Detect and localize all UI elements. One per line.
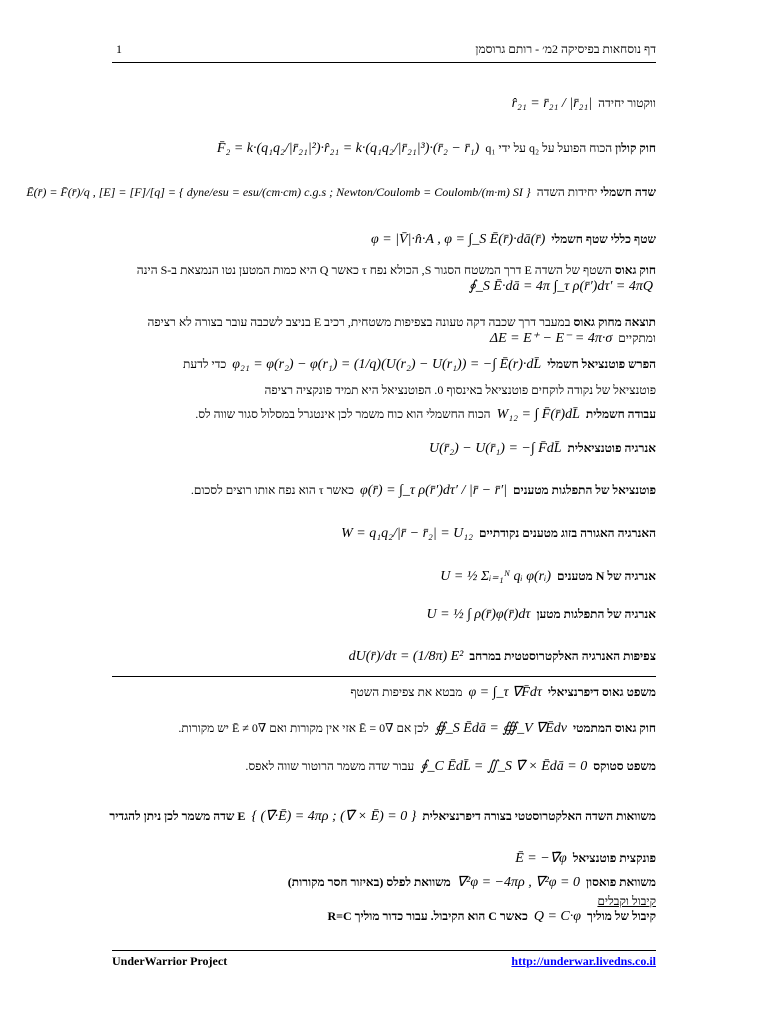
formula-line [112, 262, 656, 295]
line-text: הכוח הפועל על q₂ על ידי q₁ [485, 141, 613, 155]
line-math: W₁₂ = ∫ F̄(r̄)dL̄ [496, 407, 580, 422]
line-label: חוק גאוס [614, 263, 656, 277]
line-math: φ = ∫_τ ∇F̄dτ [468, 685, 542, 700]
formula-line [512, 850, 656, 867]
line-label: חוק קולון [615, 141, 656, 155]
formula-line [195, 406, 656, 423]
line-text: השטף של השדה E דרך המשטח הסגור S, הכולא נפח τ כאשר Q היא כמות המטען נטו הנמצאת ב-S הינה [136, 263, 612, 277]
line-text: כאשר C הוא הקיבול. עבור כדור מוליך R=C [327, 909, 528, 923]
line-text: הכוח החשמלי הוא כוח משמר לכן אינטגרל במסלול סגור שווה לס. [195, 407, 491, 421]
line-label: הפרש פוטנציאל חשמלי [547, 357, 656, 371]
line-math: F̄₂ = k·(q₁q₂/|r̄₂₁|²)·r̂₂₁ = k·(q₁q₂/|r̄₂₁|³)·(r̄₂ − r̄₁) [216, 141, 480, 156]
page-footer [112, 950, 656, 969]
formula-line [109, 808, 656, 825]
line-label: קיבול של מוליך [587, 909, 656, 923]
website-link[interactable]: http://underwar.livedns.co.il [511, 954, 656, 968]
line-text: כדי לדעת [183, 357, 227, 371]
line-label: משפט גאוס דיפרנציאלי [547, 685, 656, 699]
line-label: חוק גאוס המתמטי [573, 721, 656, 735]
formula-line [338, 525, 656, 542]
line-text: שטף חשמלי [551, 232, 608, 246]
line-math: U = ½ Σᵢ₌₁ᴺ qᵢ φ(rᵢ) [440, 569, 551, 584]
line-math: ∮_C ĒdL̄ = ∬_S ∇̄ × Ēdā = 0 [420, 759, 588, 774]
document-title: דף נוסחאות בפיסיקה 2מ׳ - רותם גרוסמן [475, 42, 656, 56]
section-heading [597, 893, 656, 909]
formula-line [23, 184, 656, 200]
formula-line [245, 758, 656, 775]
line-math: Ē = −∇̄φ [515, 851, 567, 866]
line-text: E שדה משמר לכן ניתן להגדיר [109, 809, 246, 823]
line-math: W = q₁q₂/|r̄ − r̄₂| = U₁₂ [341, 526, 474, 541]
line-text: מבטא את צפיפות השטף [350, 685, 463, 699]
formula-line [426, 440, 656, 457]
line-math: U(r̄₂) − U(r̄₁) = −∫ F̄dL̄ [429, 441, 562, 456]
line-label: שדה חשמלי [600, 185, 656, 199]
page-number: 1 [116, 42, 122, 56]
line-text: ווקטור יחידה [598, 96, 656, 110]
line-math: r̂₂₁ = r̄₂₁ / |r̄₂₁| [511, 96, 593, 111]
line-label: קיבול וקבלים [597, 894, 656, 908]
formula-line [112, 314, 656, 347]
line-math: φ₂₁ = φ(r₂) − φ(r₁) = (1/q)(U(r₂) − U(r₁)) = −∫ Ē(r)·dL̄ [232, 357, 542, 372]
line-math: { (∇̄·Ē) = 4πρ ; (∇̄ × Ē) = 0 } [251, 809, 417, 824]
line-math: φ(r̄) = ∫_τ ρ(r̄′)dτ′ / |r̄ − r̄′| [360, 483, 507, 498]
formula-line [424, 606, 656, 623]
line-math: Ē(r̄) = F̄(r̄)/q , [E] = [F]/[q] = { dyne/esu = esu/(cm·cm) c.g.s ; Newton/Coulomb = Coulomb/(m·m) SI } [26, 185, 531, 199]
line-text: עבור שדה משמר הרוטור שווה לאפס. [245, 759, 415, 773]
line-label: פונקצית פוטנציאל [572, 851, 656, 865]
formula-line [346, 648, 656, 665]
line-math: dU(r̄)/dτ = (1/8π) E² [348, 649, 464, 664]
line-math: U = ½ ∫ ρ(r̄)φ(r̄)dτ [426, 607, 531, 622]
line-math: ∇²φ = −4πρ , ∇²φ = 0 [456, 875, 580, 890]
line-math: ΔE = E⁺ − E⁻ = 4π·σ [489, 331, 613, 346]
formula-line [214, 140, 656, 157]
line-text: לכן אם ∇Ē = 0 אזי אין מקורות ואם ∇Ē ≠ 0 יש מקורות. [178, 721, 429, 735]
formula-line [183, 356, 656, 373]
line-text: משוואת לפלס (באיזור חסר מקורות) [287, 875, 451, 889]
section-divider [112, 676, 656, 677]
formula-line [178, 720, 656, 737]
line-math: Q = C·φ [533, 909, 582, 924]
line-text: כאשר τ הוא נפח אותו רוצים לסכום. [190, 483, 355, 497]
line-text: פוטנציאל של נקודה לוקחים פוטנציאל באינסוף 0. הפוטנציאל היא תמיד פונקציה רציפה [264, 383, 656, 397]
formula-line [509, 95, 656, 112]
line-label: שטף כללי [610, 232, 656, 246]
line-label: צפיפות האנרגיה האלקטרוסטטית במרחב [469, 649, 656, 663]
line-label: משפט סטוקס [593, 759, 656, 773]
line-label: עבודה חשמלית [585, 407, 656, 421]
formula-line [327, 908, 656, 925]
line-label: האנרגיה האגורה בזוג מטענים נקודתיים [479, 526, 656, 540]
line-label: אנרגיה של התפלגות מטען [536, 607, 656, 621]
formula-line [288, 874, 656, 891]
line-label: פוטנציאל של התפלגות מטענים [512, 483, 656, 497]
line-label: משוואות השדה האלקטרוסטטי בצורה דיפרנציאלית [422, 809, 656, 823]
formula-line [350, 684, 656, 701]
line-math: φ = |V̄|·n̂·A , φ = ∫_S Ē(r̄)·dā(r̄) [370, 232, 546, 247]
line-label: אנרגיה של N מטענים [557, 569, 656, 583]
page-header [112, 40, 656, 63]
project-name: UnderWarrior Project [112, 954, 228, 968]
line-label: אנרגיה פוטנציאלית [567, 441, 656, 455]
line-text: במעבר דרך שכבה דקה טעונה בצפיפות משטחית, רכיב E בניצב לשכבה עובר בצורה לא רציפה ומתקיים [147, 315, 656, 345]
line-math: ∮_S Ē·dā = 4π ∫_τ ρ(r̄′)dτ′ = 4πQ [468, 279, 653, 294]
line-math: ∯_S Ēdā = ∰_V ∇Ēdv [434, 721, 567, 736]
line-label: משוואת פואסון [585, 875, 656, 889]
line-label: תוצאה מחוק גאוס [573, 315, 656, 329]
line-text: יחידות השדה [536, 185, 598, 199]
formula-line [191, 482, 656, 499]
formula-line [437, 568, 656, 585]
formula-line [265, 382, 656, 398]
formula-line [368, 231, 656, 248]
